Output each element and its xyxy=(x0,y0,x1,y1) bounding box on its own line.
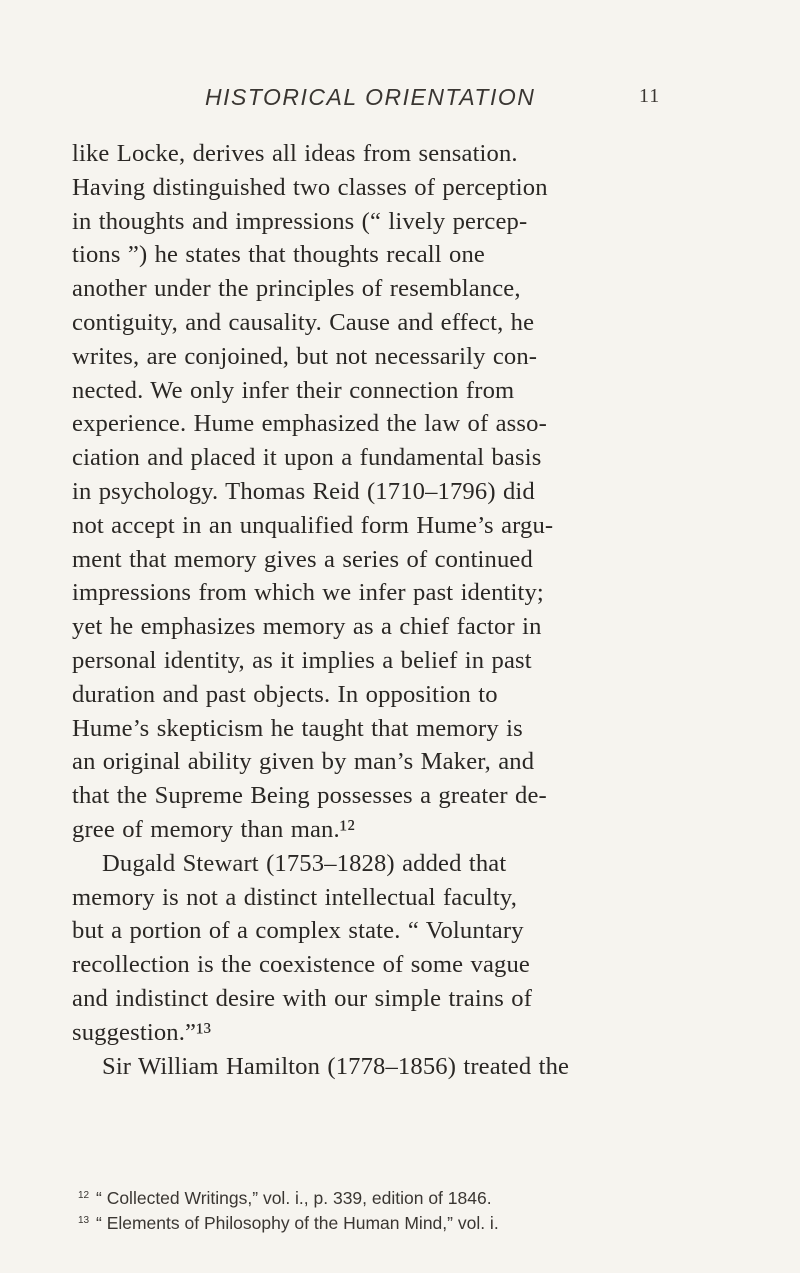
text-line: in psychology. Thomas Reid (1710–1796) did xyxy=(72,477,535,505)
footnote xyxy=(78,1208,758,1233)
footnotes xyxy=(78,1183,758,1233)
text-line: another under the principles of resemblance, xyxy=(72,275,521,303)
text-line: memory is not a distinct intellectual faculty, xyxy=(72,883,517,911)
footnote-text: “ Collected Writings,” vol. i., p. 339, edition of 1846. xyxy=(96,1188,492,1208)
text-line: ciation and placed it upon a fundamental basis xyxy=(72,444,542,472)
text-line: in thoughts and impressions (“ lively percep- xyxy=(72,207,528,235)
text-line: but a portion of a complex state. “ Voluntary xyxy=(72,917,524,945)
text-line: duration and past objects. In opposition to xyxy=(72,680,498,708)
text-line: that the Supreme Being possesses a greater de- xyxy=(72,782,547,810)
running-title: HISTORICAL ORIENTATION xyxy=(205,84,536,110)
text-line: like Locke, derives all ideas from sensation. xyxy=(72,140,518,167)
footnote xyxy=(78,1183,758,1208)
text-line: writes, are conjoined, but not necessarily con- xyxy=(72,342,538,370)
footnote-text: “ Elements of Philosophy of the Human Mind,” vol. i. xyxy=(96,1213,499,1233)
text-line: gree of memory than man.¹² xyxy=(72,815,355,843)
text-line: an original ability given by man’s Maker, and xyxy=(72,748,535,776)
text-line: ment that memory gives a series of continued xyxy=(72,545,533,573)
text-line: personal identity, as it implies a belief in past xyxy=(72,646,532,674)
text-line: Having distinguished two classes of perception xyxy=(72,173,548,201)
text-line-paragraph-start: Sir William Hamilton (1778–1856) treated the xyxy=(102,1052,570,1080)
text-line: contiguity, and causality. Cause and effect, he xyxy=(72,308,535,336)
page-number: 11 xyxy=(639,85,661,107)
footnote-mark: 13 xyxy=(78,1215,90,1226)
text-line: and indistinct desire with our simple trains of xyxy=(72,984,533,1012)
text-line: Hume’s skepticism he taught that memory is xyxy=(72,714,523,742)
text-line: suggestion.”¹³ xyxy=(72,1018,212,1046)
text-line: yet he emphasizes memory as a chief factor in xyxy=(72,613,542,641)
text-line-paragraph-start: Dugald Stewart (1753–1828) added that xyxy=(102,849,507,877)
running-head xyxy=(0,84,800,114)
text-line: nected. We only infer their connection from xyxy=(72,376,515,404)
text-line: not accept in an unqualified form Hume’s argu- xyxy=(72,511,554,539)
text-line: recollection is the coexistence of some vague xyxy=(72,951,530,979)
text-line: tions ”) he states that thoughts recall one xyxy=(72,241,485,269)
footnote-mark: 12 xyxy=(78,1190,90,1201)
text-line: impressions from which we infer past identity; xyxy=(72,579,544,607)
text-line: experience. Hume emphasized the law of asso- xyxy=(72,410,547,438)
body-text xyxy=(72,137,752,1083)
